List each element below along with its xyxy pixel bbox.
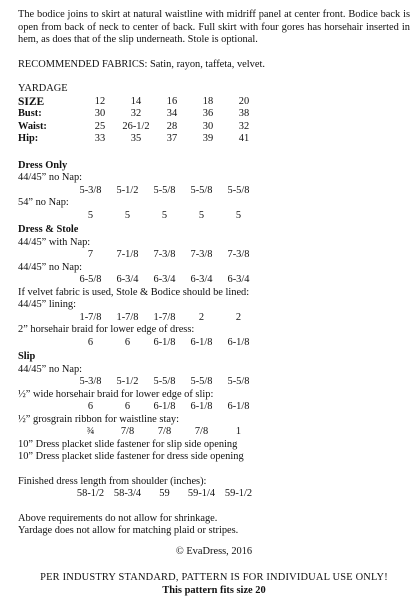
quantity-cell: 5-1/2 xyxy=(116,184,139,196)
hip-value: 41 xyxy=(238,133,250,144)
quantity-cell: 6-3/4 xyxy=(190,274,213,285)
individual-use-notice: PER INDUSTRY STANDARD, PATTERN IS FOR INDIVIDUAL USE ONLY! xyxy=(40,572,388,583)
quantity-cell: 1-7/8 xyxy=(79,311,102,323)
quantity-row xyxy=(18,401,410,414)
size-label: SIZE xyxy=(18,95,45,108)
quantity-cell: 5 xyxy=(124,209,131,221)
hip-value: 33 xyxy=(94,133,106,144)
size-value: 12 xyxy=(94,95,106,107)
quantity-cell: 1 xyxy=(235,426,242,437)
quantity-cell: 6-1/8 xyxy=(153,401,176,412)
pattern-instructions-page xyxy=(18,9,410,597)
waist-value: 30 xyxy=(202,120,214,132)
quantity-cell: 59-1/2 xyxy=(224,488,253,499)
quantity-cell: 6-1/8 xyxy=(190,401,213,412)
bust-value: 30 xyxy=(94,108,106,119)
quantity-cell: 5 xyxy=(235,209,242,221)
bust-value: 38 xyxy=(238,108,250,119)
quantity-cell: 58-1/2 xyxy=(76,488,105,499)
fabric-width-label: 44/45” lining: xyxy=(18,299,77,310)
quantity-cell: 5 xyxy=(198,209,205,221)
quantity-cell: 5-5/8 xyxy=(153,376,176,387)
hip-value: 39 xyxy=(202,133,214,144)
quantity-row xyxy=(18,376,410,389)
quantity-cell: 7/8 xyxy=(120,426,135,437)
fabric-width-label: 44/45” no Nap: xyxy=(18,363,83,375)
fabric-width-label: 44/45” with Nap: xyxy=(18,236,91,248)
quantity-cell: 7-3/8 xyxy=(227,249,250,260)
notion-label: 10” Dress placket slide fastener for slip side opening xyxy=(18,438,238,450)
quantity-cell: 5-5/8 xyxy=(227,184,250,196)
fabric-width-label: 44/45” no Nap: xyxy=(18,172,83,183)
quantity-cell: 7-1/8 xyxy=(116,249,139,260)
quantity-cell: 6-5/8 xyxy=(79,274,102,285)
bust-value: 36 xyxy=(202,108,214,119)
hip-row xyxy=(18,133,262,146)
quantity-cell: 2 xyxy=(198,311,205,323)
quantity-cell: 6-1/8 xyxy=(227,336,250,348)
quantity-row xyxy=(18,312,410,325)
quantity-cell: 7 xyxy=(87,249,94,260)
lining-note: If velvet fabric is used, Stole & Bodice should be lined: xyxy=(18,286,250,298)
quantity-row xyxy=(18,426,410,439)
quantity-cell: 6-1/8 xyxy=(153,336,176,348)
recommended-fabrics: RECOMMENDED FABRICS: Satin, rayon, taffeta, velvet. xyxy=(18,58,265,70)
quantity-cell: 58-3/4 xyxy=(113,488,142,499)
quantity-row xyxy=(18,274,410,287)
notion-label: ½” wide horsehair braid for lower edge of slip: xyxy=(18,388,214,400)
shrinkage-note: Above requirements do not allow for shrinkage. xyxy=(18,512,218,524)
quantity-cell: 5-5/8 xyxy=(190,184,213,196)
section-title-slip: Slip xyxy=(18,351,36,362)
waist-row xyxy=(18,121,262,134)
quantity-cell: ¾ xyxy=(86,426,95,437)
quantity-cell: 6-1/8 xyxy=(227,401,250,412)
quantity-cell: 5-5/8 xyxy=(190,376,213,387)
waist-label: Waist: xyxy=(18,120,47,132)
quantity-cell: 5-5/8 xyxy=(227,376,250,387)
quantity-cell: 6-1/8 xyxy=(190,336,213,348)
yardage-heading: YARDAGE xyxy=(18,83,68,94)
hip-value: 37 xyxy=(166,133,178,144)
quantity-cell: 6 xyxy=(124,401,131,412)
hip-label: Hip: xyxy=(18,133,39,144)
quantity-cell: 1-7/8 xyxy=(153,311,176,323)
quantity-cell: 6-3/4 xyxy=(227,274,250,285)
bust-row xyxy=(18,108,262,121)
quantity-cell: 59-1/4 xyxy=(187,488,216,499)
quantity-row xyxy=(18,337,410,350)
finished-length-label: Finished dress length from shoulder (inches): xyxy=(18,475,207,487)
quantity-row xyxy=(18,210,410,223)
waist-value: 32 xyxy=(238,120,250,132)
section-title-dress-stole: Dress & Stole xyxy=(18,224,79,235)
quantity-cell: 7/8 xyxy=(194,426,209,437)
quantity-cell: 6 xyxy=(87,401,94,412)
waist-value: 28 xyxy=(166,120,178,132)
waist-value: 25 xyxy=(94,120,106,132)
size-value: 20 xyxy=(238,95,250,107)
copyright: © EvaDress, 2016 xyxy=(175,545,253,557)
quantity-row xyxy=(18,249,410,262)
quantity-cell: 6 xyxy=(124,336,131,348)
intro-paragraph: The bodice joins to skirt at natural waistline with midriff panel at center front. Bodice back is open from back of neck to center of back. Full skirt with four gores has horsehair inserted in hem, as does that of the slip underneath. Stole is optional. xyxy=(18,9,410,45)
notion-label: 2” horsehair braid for lower edge of dress: xyxy=(18,324,195,335)
size-value: 18 xyxy=(202,95,214,107)
quantity-cell: 7-3/8 xyxy=(153,249,176,260)
quantity-cell: 5-3/8 xyxy=(79,184,102,196)
quantity-cell: 5 xyxy=(161,209,168,221)
size-row xyxy=(18,96,262,109)
quantity-cell: 2 xyxy=(235,311,242,323)
quantity-cell: 7/8 xyxy=(157,426,172,437)
hip-value: 35 xyxy=(130,133,142,144)
quantity-cell: 1-7/8 xyxy=(116,311,139,323)
size-value: 16 xyxy=(166,95,178,107)
quantity-cell: 5-1/2 xyxy=(116,376,139,387)
size-fit-note: This pattern fits size 20 xyxy=(162,584,266,596)
quantity-cell: 7-3/8 xyxy=(190,249,213,260)
quantity-cell: 5 xyxy=(87,209,94,221)
fabric-width-label: 44/45” no Nap: xyxy=(18,261,83,273)
notion-label: ½” grosgrain ribbon for waistline stay: xyxy=(18,413,180,425)
quantity-cell: 6 xyxy=(87,336,94,348)
section-title-dress-only: Dress Only xyxy=(18,159,68,171)
bust-value: 34 xyxy=(166,108,178,119)
quantity-cell: 6-3/4 xyxy=(116,274,139,285)
size-value: 14 xyxy=(130,95,142,107)
finished-length-row xyxy=(18,488,410,501)
size-table xyxy=(18,96,262,146)
fabric-width-label: 54” no Nap: xyxy=(18,197,69,208)
bust-value: 32 xyxy=(130,108,142,119)
plaid-note: Yardage does not allow for matching plaid or stripes. xyxy=(18,525,239,536)
quantity-cell: 59 xyxy=(159,488,170,499)
bust-label: Bust: xyxy=(18,108,42,119)
quantity-cell: 5-5/8 xyxy=(153,184,176,196)
quantity-cell: 6-3/4 xyxy=(153,274,176,285)
quantity-cell: 5-3/8 xyxy=(79,376,102,387)
quantity-row xyxy=(18,185,410,198)
notion-label: 10” Dress placket slide fastener for dress side opening xyxy=(18,451,244,462)
waist-value: 26-1/2 xyxy=(122,120,150,132)
